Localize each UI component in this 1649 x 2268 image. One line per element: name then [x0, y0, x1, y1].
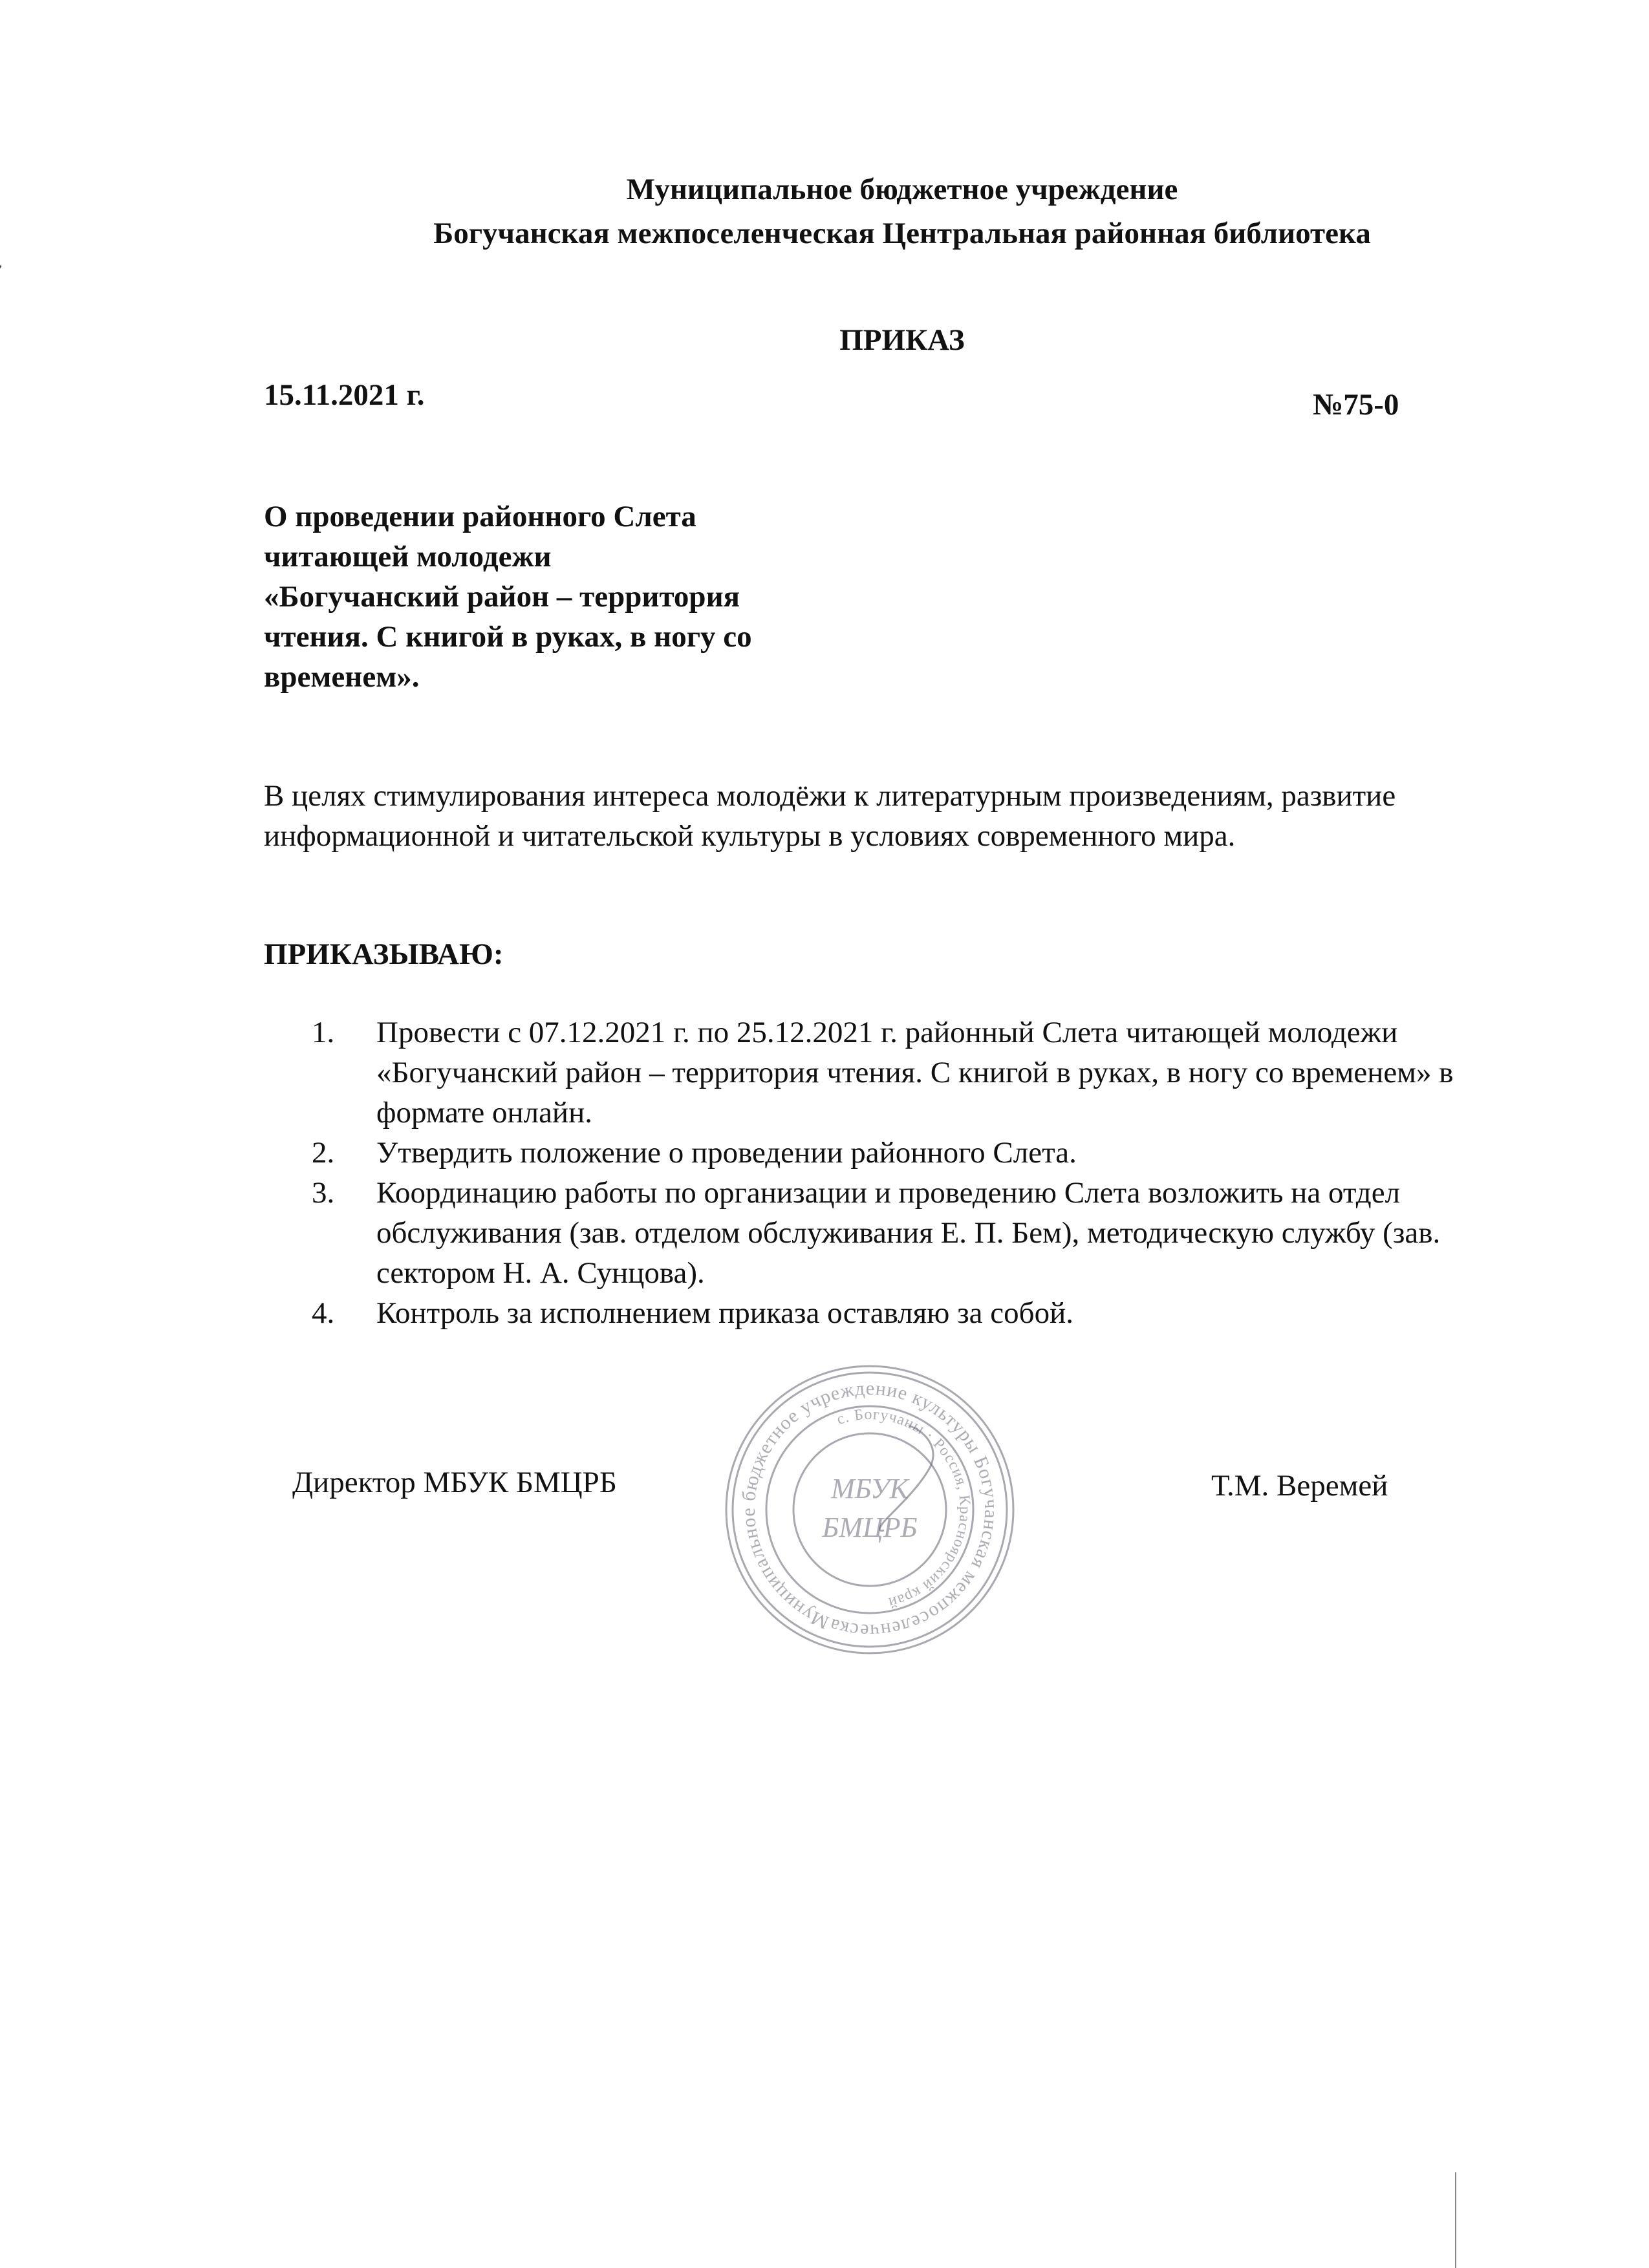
institution-name: Богучанская межпоселенческая Центральная районная библиотека [433, 217, 1371, 250]
seal-ring-text: Муниципальное бюджетное учреждение культуры Богучанская межпоселенческая [737, 1377, 1002, 1642]
official-seal [715, 1354, 1025, 1665]
order-subject [264, 497, 898, 697]
order-items [312, 1012, 1495, 1333]
institution-type: Муниципальное бюджетное учреждение [626, 173, 1178, 206]
item-text: Координацию работы по организации и проведению Слета возложить на отдел обслуживания (зав. отделом обслуживания Е. П. Бем), методическую службу (зав. сектором Н. А. Сунцова). [376, 1176, 1441, 1290]
item-text: Контроль за исполнением приказа оставляю за собой. [376, 1296, 1073, 1330]
seal-center-top: МБУК [831, 1473, 909, 1504]
preamble: В целях стимулирования интереса молодёжи к литературным произведениям, развитие информационной и читательской культуры в условиях современного мира. [264, 779, 1396, 853]
order-item [312, 1173, 1495, 1293]
order-date: 15.11.2021 г. [264, 378, 425, 412]
signatory-position: Директор МБУК БМЦРБ [292, 1466, 617, 1499]
directive-heading: ПРИКАЗЫВАЮ: [264, 937, 504, 971]
document-title: ПРИКАЗ [839, 323, 965, 357]
scan-artifact [1455, 2172, 1456, 2268]
item-number: 3. [312, 1176, 335, 1210]
order-item [312, 1012, 1495, 1133]
signatory-name: Т.М. Веремей [1211, 1469, 1388, 1503]
scan-artifact [0, 265, 2, 310]
seal-center-bottom: БМЦРБ [822, 1512, 918, 1543]
order-number: №75-0 [1313, 388, 1399, 422]
item-number: 2. [312, 1136, 335, 1170]
item-text: Утвердить положение о проведении районного Слета. [376, 1136, 1077, 1170]
subject-line: О проведении районного Слета [264, 500, 696, 533]
order-item [312, 1293, 1495, 1333]
item-number: 4. [312, 1296, 335, 1330]
subject-line: чтения. С книгой в руках, в ногу со [264, 620, 752, 654]
subject-line: читающей молодежи [264, 540, 552, 573]
order-item [312, 1133, 1495, 1173]
svg-text:Муниципальное бюджетное учрежд [715, 1354, 1025, 1665]
item-text: Провести с 07.12.2021 г. по 25.12.2021 г. районный Слета читающей молодежи «Богучанский район – территория чтения. С книгой в руках, в ногу со временем» в формате онлайн. [376, 1016, 1454, 1129]
subject-line: «Богучанский район – территория [264, 580, 740, 614]
item-number: 1. [312, 1016, 335, 1049]
subject-line: временем». [264, 660, 420, 694]
seal-bottom-text: с. Богучаны · Россия, Красноярский край [834, 1406, 974, 1611]
